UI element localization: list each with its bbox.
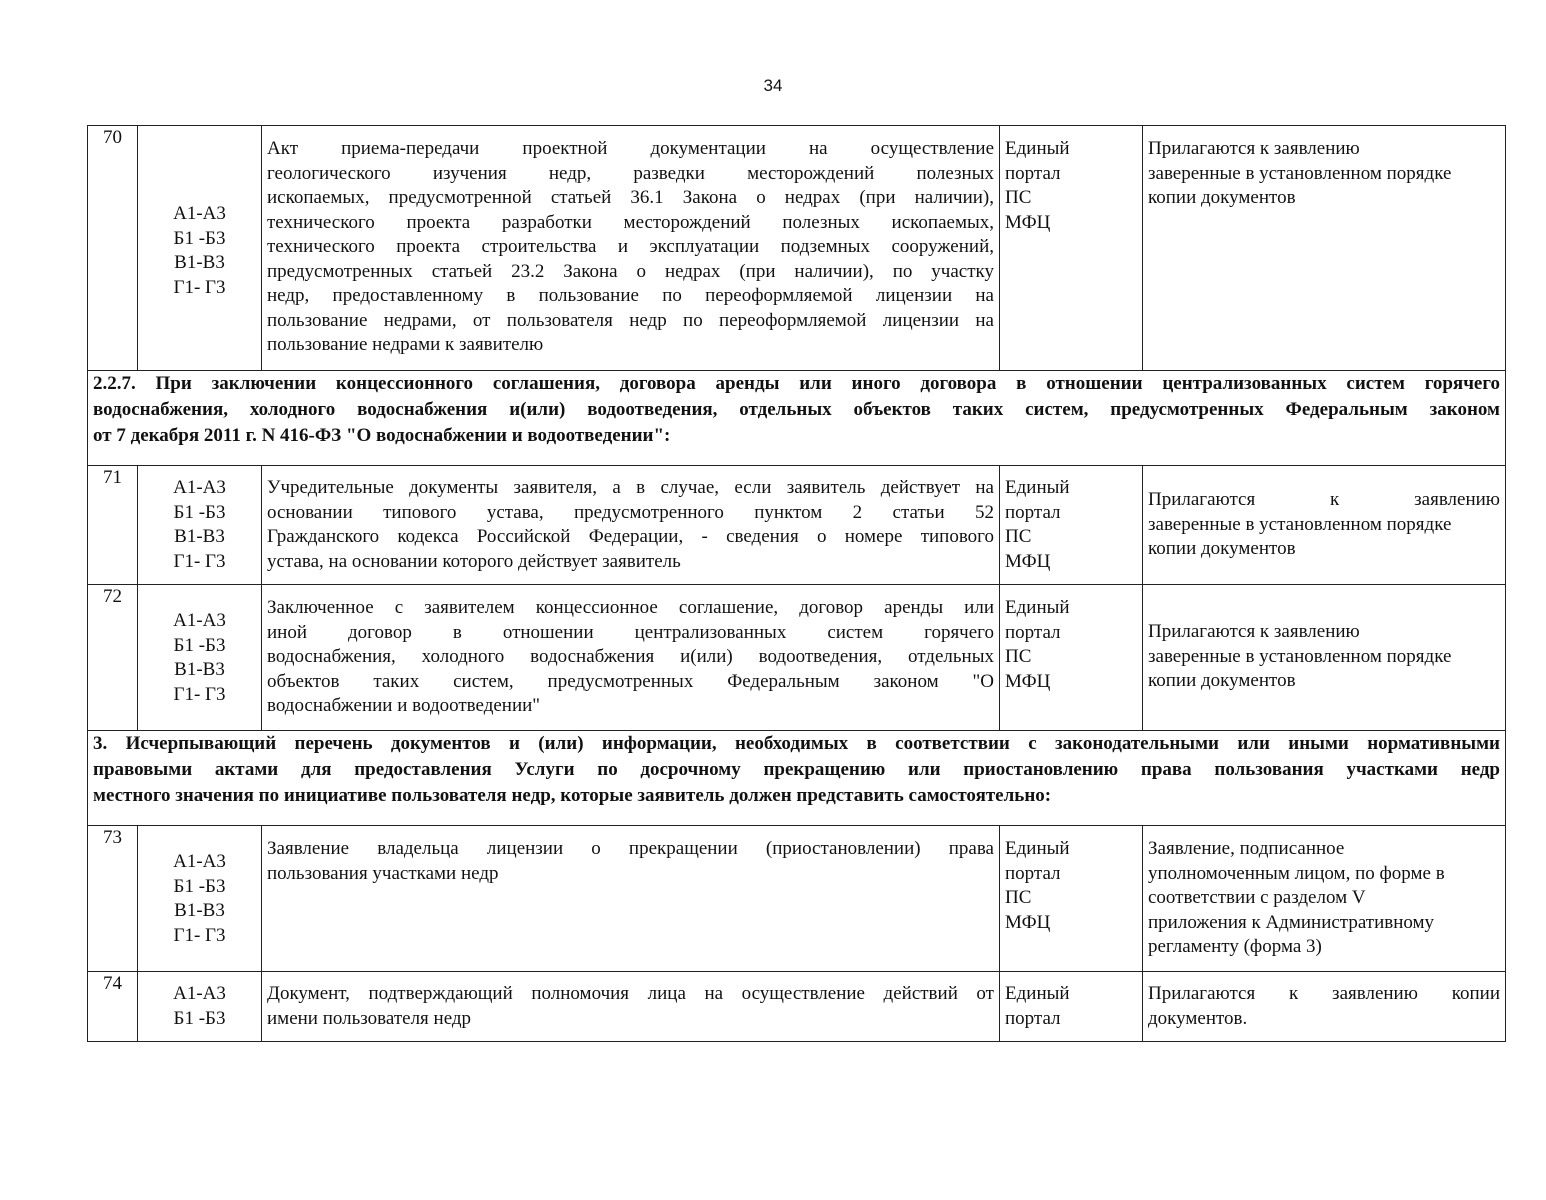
- note-line: Прилагаются к заявлению копии: [1148, 983, 1500, 1004]
- note-line: Прилагаются к заявлению: [1148, 489, 1500, 510]
- description-line: водоснабжении и водоотведении": [267, 695, 541, 716]
- note-line: Прилагаются к заявлению: [1148, 621, 1360, 642]
- table-row-73: [88, 826, 1506, 972]
- heading-line: водоснабжения, холодного водоснабжения и(или) водоотведения, отдельных объектов таких систем, предусмотренных Федеральным законом: [93, 399, 1500, 420]
- category-code: А1-А3: [173, 610, 226, 631]
- category-code: В1-В3: [174, 526, 225, 547]
- category-code: Б1 -Б3: [173, 227, 226, 249]
- description-line: геологического изучения недр, разведки месторождений полезных: [267, 162, 994, 184]
- channel-item: Единый: [1005, 138, 1070, 159]
- note-line: приложения к Административному: [1148, 911, 1435, 933]
- channel-item: ПС: [1005, 646, 1032, 667]
- table-row-71: [88, 466, 1506, 585]
- channel-item: МФЦ: [1005, 211, 1051, 233]
- category-code: Г1- Г3: [173, 683, 226, 705]
- submission-channels: [1000, 466, 1143, 585]
- description-line: предусмотренных статьей 23.2 Закона о недрах (при наличии), по участку: [267, 260, 994, 282]
- document-description: [262, 972, 1000, 1042]
- note-line: копии документов: [1148, 670, 1296, 691]
- description-line: имени пользователя недр: [267, 1007, 472, 1029]
- description-line: пользование недрами к заявителю: [267, 334, 544, 355]
- category-code: В1-В3: [174, 252, 225, 273]
- document-description: [262, 826, 1000, 972]
- category-code: Г1- Г3: [173, 550, 226, 572]
- documents-table: [87, 125, 1506, 1042]
- row-number: 72: [88, 585, 138, 731]
- row-number: 73: [88, 826, 138, 972]
- section-heading: [88, 731, 1506, 826]
- document-description: [262, 466, 1000, 585]
- note-line: Заявление, подписанное: [1148, 838, 1345, 859]
- heading-line: 3. Исчерпывающий перечень документов и (или) информации, необходимых в соответствии с законодательными или иными нормативными: [93, 733, 1500, 754]
- channel-item: Единый: [1005, 597, 1070, 618]
- note-line: заверенные в установленном порядке: [1148, 162, 1452, 184]
- note-line: копии документов: [1148, 187, 1296, 208]
- category-code: В1-В3: [174, 659, 225, 680]
- note-line: регламенту (форма 3): [1148, 936, 1322, 957]
- note-line: соответствии с разделом V: [1148, 887, 1366, 908]
- description-line: Учредительные документы заявителя, а в случае, если заявитель действует на: [267, 477, 994, 498]
- description-line: недр, предоставленному в пользование по переоформляемой лицензии на: [267, 285, 994, 306]
- submission-note: [1143, 585, 1506, 731]
- table-row-72: [88, 585, 1506, 731]
- channel-item: МФЦ: [1005, 550, 1051, 572]
- description-line: Гражданского кодекса Российской Федерации, - сведения о номере типового: [267, 526, 994, 547]
- description-line: основании типового устава, предусмотренного пунктом 2 статьи 52: [267, 501, 994, 523]
- channel-item: Единый: [1005, 477, 1070, 498]
- note-line: уполномоченным лицом, по форме в: [1148, 862, 1445, 884]
- category-code: Г1- Г3: [173, 924, 226, 946]
- section-heading-row-3: [88, 731, 1506, 826]
- description-line: объектов таких систем, предусмотренных Федеральным законом "О: [267, 670, 994, 692]
- channel-item: Единый: [1005, 983, 1070, 1004]
- channel-item: ПС: [1005, 887, 1032, 908]
- note-line: заверенные в установленном порядке: [1148, 645, 1452, 667]
- note-line: копии документов: [1148, 538, 1296, 559]
- description-line: пользование недрами, от пользователя недр по переоформляемой лицензии на: [267, 309, 994, 331]
- note-line: документов.: [1148, 1007, 1248, 1029]
- page-number: 34: [763, 76, 783, 95]
- description-line: устава, на основании которого действует заявитель: [267, 550, 681, 572]
- note-line: Прилагаются к заявлению: [1148, 138, 1360, 159]
- submission-channels: [1000, 126, 1143, 371]
- applicant-categories: [138, 585, 262, 731]
- description-line: Заявление владельца лицензии о прекращении (приостановлении) права: [267, 838, 994, 859]
- channel-item: Единый: [1005, 838, 1070, 859]
- channel-item: портал: [1005, 862, 1061, 884]
- submission-note: [1143, 126, 1506, 371]
- applicant-categories: [138, 972, 262, 1042]
- row-number: 74: [88, 972, 138, 1042]
- category-code: А1-А3: [173, 983, 226, 1004]
- category-code: Б1 -Б3: [173, 1007, 226, 1029]
- category-code: В1-В3: [174, 900, 225, 921]
- heading-line: местного значения по инициативе пользователя недр, которые заявитель должен представить самостоятельно:: [93, 785, 1052, 806]
- category-code: Б1 -Б3: [173, 875, 226, 897]
- submission-channels: [1000, 826, 1143, 972]
- description-line: технического проекта строительства и эксплуатации подземных сооружений,: [267, 236, 994, 257]
- submission-note: [1143, 466, 1506, 585]
- note-line: заверенные в установленном порядке: [1148, 513, 1452, 535]
- description-line: ископаемых, предусмотренной статьей 36.1 Закона о недрах (при наличии),: [267, 187, 994, 208]
- heading-line: 2.2.7. При заключении концессионного соглашения, договора аренды или иного договора в отношении централизованных систем горячего: [93, 373, 1500, 394]
- description-line: Заключенное с заявителем концессионное соглашение, договор аренды или: [267, 597, 994, 618]
- heading-line: правовыми актами для предоставления Услуги по досрочному прекращению или приостановлению права пользования участками недр: [93, 759, 1500, 780]
- section-heading: [88, 371, 1506, 466]
- category-code: Б1 -Б3: [173, 501, 226, 523]
- channel-item: портал: [1005, 501, 1061, 523]
- channel-item: портал: [1005, 1007, 1061, 1029]
- submission-channels: [1000, 585, 1143, 731]
- submission-channels: [1000, 972, 1143, 1042]
- channel-item: МФЦ: [1005, 670, 1051, 692]
- heading-line: от 7 декабря 2011 г. N 416-ФЗ "О водоснабжении и водоотведении":: [93, 425, 671, 446]
- applicant-categories: [138, 466, 262, 585]
- section-heading-row-2-2-7: [88, 371, 1506, 466]
- table-row-74: [88, 972, 1506, 1042]
- description-line: водоснабжения, холодного водоснабжения и(или) водоотведения, отдельных: [267, 646, 994, 667]
- applicant-categories: [138, 826, 262, 972]
- description-line: иной договор в отношении централизованных систем горячего: [267, 621, 994, 643]
- table-row-70: [88, 126, 1506, 371]
- document-description: [262, 126, 1000, 371]
- description-line: пользования участками недр: [267, 862, 499, 884]
- channel-item: МФЦ: [1005, 911, 1051, 933]
- description-line: Акт приема-передачи проектной документации на осуществление: [267, 138, 994, 159]
- row-number: 71: [88, 466, 138, 585]
- category-code: Б1 -Б3: [173, 634, 226, 656]
- description-line: технического проекта разработки месторождений полезных ископаемых,: [267, 211, 994, 233]
- document-description: [262, 585, 1000, 731]
- channel-item: портал: [1005, 162, 1061, 184]
- description-line: Документ, подтверждающий полномочия лица на осуществление действий от: [267, 983, 994, 1004]
- category-code: А1-А3: [173, 203, 226, 224]
- channel-item: портал: [1005, 621, 1061, 643]
- submission-note: [1143, 972, 1506, 1042]
- submission-note: [1143, 826, 1506, 972]
- channel-item: ПС: [1005, 526, 1032, 547]
- category-code: Г1- Г3: [173, 276, 226, 298]
- row-number: 70: [88, 126, 138, 371]
- applicant-categories: [138, 126, 262, 371]
- category-code: А1-А3: [173, 477, 226, 498]
- category-code: А1-А3: [173, 851, 226, 872]
- channel-item: ПС: [1005, 187, 1032, 208]
